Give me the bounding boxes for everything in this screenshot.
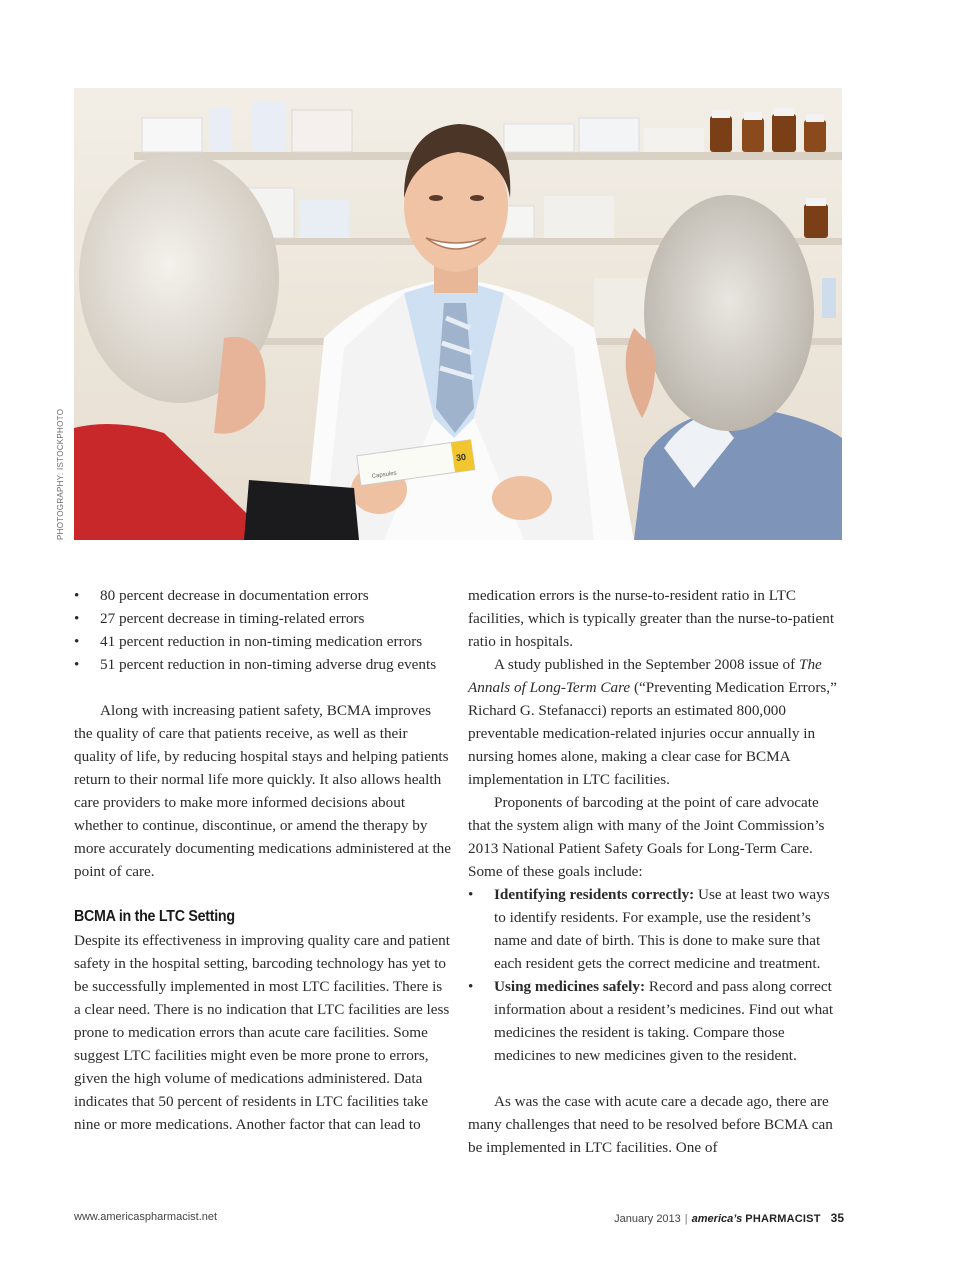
box-number: 30 (455, 451, 467, 464)
goal-text: Use at least two ways to identify residents. For example, use the resident’s name and date of birth. This is done to make sure that each resident gets the correct medicine and treatment. (494, 886, 830, 972)
footer-separator: | (684, 1213, 688, 1225)
footer-right (614, 1211, 844, 1225)
journal-title: The Annals of Long-Term Care (468, 656, 822, 696)
article-photo (74, 88, 842, 540)
paragraph-text: A study published in the September 2008 issue of (494, 656, 799, 673)
list-item: • 80 percent decrease in documentation errors (74, 584, 452, 607)
goal-lead: Identifying residents correctly: (494, 886, 695, 903)
goals-list (468, 883, 844, 1067)
list-item (468, 883, 844, 975)
paragraph: As was the case with acute care a decade ago, there are many challenges that need to be resolved before BCMA can be implemented in LTC facilities. One of (468, 1093, 833, 1156)
paragraph: medication errors is the nurse-to-resident ratio in LTC facilities, which is typically greater than the nurse-to-patient ratio in hospitals. (468, 587, 835, 650)
bullet-list (74, 584, 452, 676)
paragraph (468, 653, 844, 791)
right-column (468, 584, 844, 1159)
footer-url[interactable]: www.americaspharmacist.net (74, 1211, 218, 1223)
paragraph: Proponents of barcoding at the point of care advocate that the system align with many of the Joint Commission’s 2013 National Patient Safety Goals for Long-Term Care. Some of these goals include: (468, 794, 825, 880)
brand-name-part-2: PHARMACIST (745, 1213, 821, 1225)
section-heading: BCMA in the LTC Setting (74, 908, 235, 925)
footer-date: January 2013 (614, 1213, 681, 1225)
list-item: • 41 percent reduction in non-timing medication errors (74, 630, 452, 653)
paragraph: Despite its effectiveness in improving quality care and patient safety in the hospital setting, barcoding technology has yet to be successfully implemented in most LTC facilities. There is a clear need. There is no indication that LTC facilities are less prone to medication errors than acute care facilities. Some suggest LTC facilities might even be more prone to errors, given the high volume of medications administered. Data indicates that 50 percent of residents in LTC facilities take nine or more medications. Another factor that can lead to (74, 932, 450, 1133)
list-item (468, 975, 844, 1067)
brand-name-part-1: america’s (691, 1213, 743, 1225)
box-label: Capsules (371, 470, 398, 480)
list-item: • 27 percent decrease in timing-related errors (74, 607, 452, 630)
page-number: 35 (830, 1211, 844, 1225)
paragraph-text: (“Preventing Medication Errors,” Richard G. Stefanacci) reports an estimated 800,000 preventable medication-related injuries occur annually in nursing homes alone, making a clear case for BCMA implementation in LTC facilities. (468, 679, 837, 788)
list-item: • 51 percent reduction in non-timing adverse drug events (74, 653, 452, 676)
goal-text: Record and pass along correct information about a resident’s medicines. Find out what medicines the resident is taking. Compare those medicines to new medicines given to the resident. (494, 978, 834, 1064)
paragraph: Along with increasing patient safety, BCMA improves the quality of care that patients receive, as well as their quality of life, by reducing hospital stays and helping patients return to their normal life more quickly. It also allows health care providers to make more informed decisions about whether to continue, discontinue, or amend the therapy by more accurately documenting medications administered at the point of care. (74, 702, 452, 880)
left-column (74, 584, 452, 1136)
pharmacist-photo-illustration (74, 88, 842, 540)
photo-credit: PHOTOGRAPHY: ISTOCKPHOTO (56, 408, 65, 540)
page-footer (74, 1211, 844, 1227)
goal-lead: Using medicines safely: (494, 978, 646, 995)
